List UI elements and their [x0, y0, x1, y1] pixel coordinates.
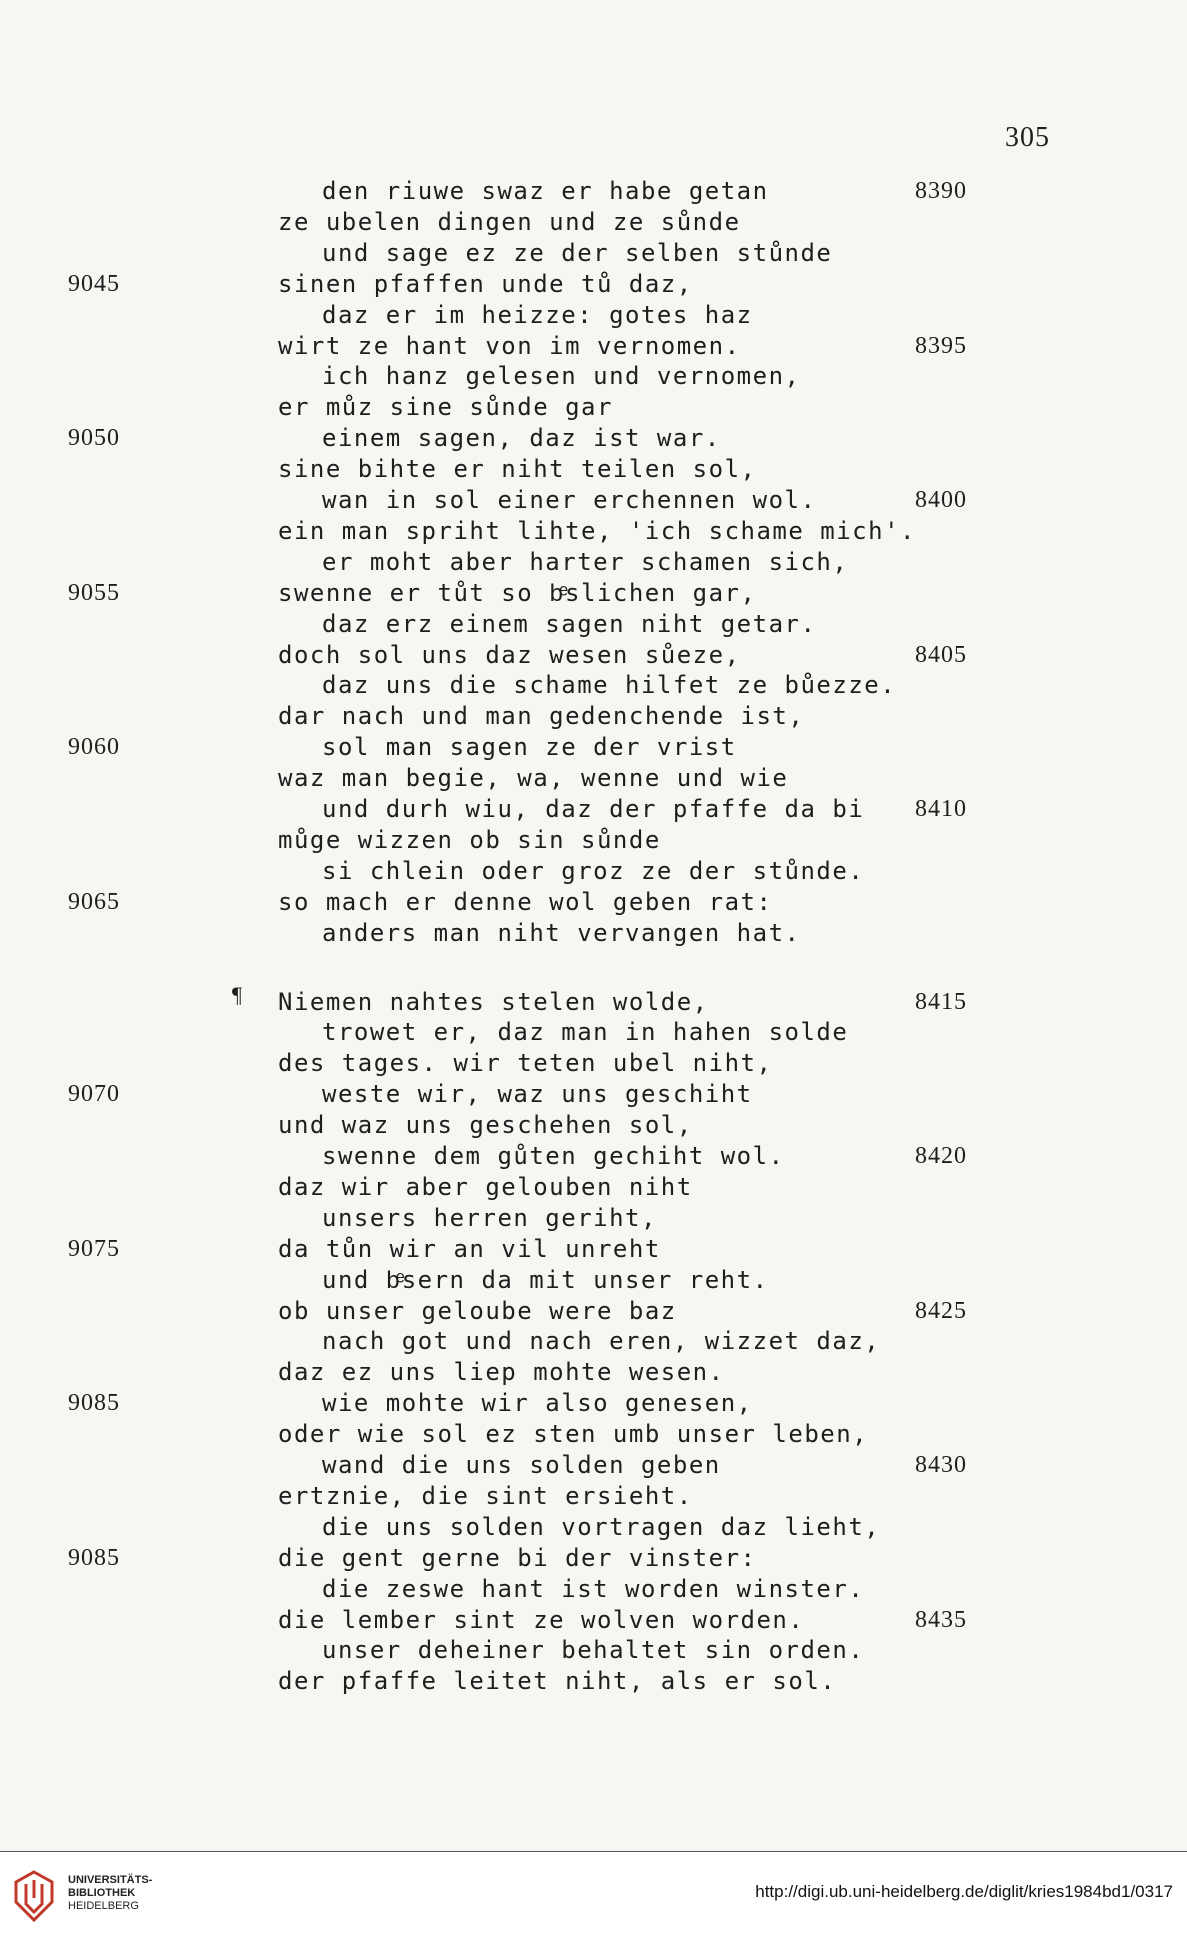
- verse-line: die uns solden vortragen daz lieht,: [322, 1512, 881, 1541]
- right-line-number: 8435: [915, 1606, 967, 1633]
- verse-line: daz uns die schame hilfet ze bůezze.: [322, 671, 897, 700]
- verse-line: sinen pfaffen unde tů daz,: [278, 269, 693, 298]
- verse-line: anders man niht vervangen hat.: [322, 918, 801, 947]
- left-line-number: 9070: [68, 1081, 120, 1108]
- verse-line: waz man begie, wa, wenne und wie: [278, 764, 789, 793]
- library-logo-icon: [12, 1868, 56, 1924]
- library-name: [68, 1874, 152, 1913]
- verse-line: der pfaffe leitet niht, als er sol.: [278, 1667, 837, 1696]
- verse-line: er můz sine sůnde gar: [278, 393, 613, 422]
- verse-line: můge wizzen ob sin sůnde: [278, 825, 661, 854]
- verse-line: ich hanz gelesen und vernomen,: [322, 362, 801, 391]
- verse-line: nach got und nach eren, wizzet daz,: [322, 1327, 881, 1356]
- left-line-number: 9075: [68, 1235, 120, 1262]
- right-line-number: 8410: [915, 796, 967, 822]
- verse-line: swenne dem gůten gechiht wol.: [322, 1142, 785, 1170]
- verse-line: si chlein oder groz ze der stůnde.: [322, 856, 865, 885]
- verse-line: da tůn wir an vil unreht: [278, 1234, 661, 1263]
- verse-line: er moht aber harter schamen sich,: [322, 547, 849, 576]
- right-line-number: 8390: [915, 178, 967, 204]
- verse-line: wan in sol einer erchennen wol.: [322, 486, 817, 514]
- verse-line: und waz uns geschehen sol,: [278, 1111, 693, 1140]
- verse-line: ze ubelen dingen und ze sůnde: [278, 207, 741, 236]
- paragraph-mark: ¶: [232, 982, 242, 1007]
- page-number: 305: [1005, 122, 1050, 153]
- verse-line: ertznie, die sint ersieht.: [278, 1481, 693, 1510]
- verse-line: wand die uns solden geben: [322, 1451, 721, 1479]
- library-name-line-1: UNIVERSITÄTS-: [68, 1874, 153, 1886]
- library-name-line-2: BIBLIOTHEK: [68, 1887, 136, 1899]
- verse-line: und bͤsern da mit unser reht.: [322, 1265, 769, 1294]
- verse-line: daz wir aber gelouben niht: [278, 1172, 693, 1201]
- right-line-number: 8395: [915, 332, 967, 359]
- verse-line: und durh wiu, daz der pfaffe da bi: [322, 795, 865, 823]
- verse-line: swenne er tůt so bͤslichen gar,: [278, 578, 757, 607]
- verse-line: unsers herren geriht,: [322, 1203, 657, 1232]
- verse-line: wirt ze hant von im vernomen.: [278, 331, 741, 360]
- verse-line: einem sagen, daz ist war.: [322, 424, 721, 453]
- verse-line: daz er im heizze: gotes haz: [322, 300, 753, 329]
- left-line-number: 9085: [68, 1544, 120, 1571]
- right-line-number: 8400: [915, 487, 967, 513]
- verse-line: oder wie sol ez sten umb unser leben,: [278, 1420, 869, 1449]
- left-line-number: 9050: [68, 425, 120, 452]
- verse-line: unser deheiner behaltet sin orden.: [322, 1636, 865, 1665]
- left-line-number: 9085: [68, 1390, 120, 1417]
- right-line-number: 8405: [915, 641, 967, 668]
- left-line-number: 9055: [68, 579, 120, 606]
- verse-line: sine bihte er niht teilen sol,: [278, 455, 757, 484]
- verse-line: und sage ez ze der selben stůnde: [322, 238, 833, 267]
- verse-line: wie mohte wir also genesen,: [322, 1389, 753, 1418]
- verse-line: ob unser geloube were baz: [278, 1296, 677, 1325]
- right-line-number: 8420: [915, 1143, 967, 1169]
- verse-line: weste wir, waz uns geschiht: [322, 1080, 753, 1109]
- verse-line: dar nach und man gedenchende ist,: [278, 702, 805, 731]
- right-line-number: 8425: [915, 1297, 967, 1324]
- library-name-line-3: HEIDELBERG: [68, 1900, 139, 1912]
- verse-line: Niemen nahtes stelen wolde,: [278, 987, 709, 1016]
- verse-line: die lember sint ze wolven worden.: [278, 1605, 805, 1634]
- verse-line: des tages. wir teten ubel niht,: [278, 1049, 773, 1078]
- verse-line: ein man spriht lihte, 'ich schame mich'.: [278, 516, 916, 545]
- left-line-number: 9065: [68, 888, 120, 915]
- verse-line: doch sol uns daz wesen sůeze,: [278, 640, 741, 669]
- verse-line: den riuwe swaz er habe getan: [322, 177, 769, 205]
- verse-line: sol man sagen ze der vrist: [322, 733, 737, 762]
- footer: [0, 1852, 1187, 1937]
- source-url-link[interactable]: http://digi.ub.uni-heidelberg.de/diglit/kries1984bd1/0317: [755, 1882, 1173, 1901]
- verse-line: die gent gerne bi der vinster:: [278, 1543, 757, 1572]
- verse-line: die zeswe hant ist worden winster.: [322, 1574, 865, 1603]
- left-line-number: 9045: [68, 270, 120, 297]
- verse-line: daz ez uns liep mohte wesen.: [278, 1358, 725, 1387]
- verse-line: so mach er denne wol geben rat:: [278, 887, 773, 916]
- left-line-number: 9060: [68, 734, 120, 761]
- verse-line: trowet er, daz man in hahen solde: [322, 1018, 849, 1047]
- right-line-number: 8430: [915, 1452, 967, 1478]
- verse-line: daz erz einem sagen niht getar.: [322, 609, 817, 638]
- right-line-number: 8415: [915, 988, 967, 1015]
